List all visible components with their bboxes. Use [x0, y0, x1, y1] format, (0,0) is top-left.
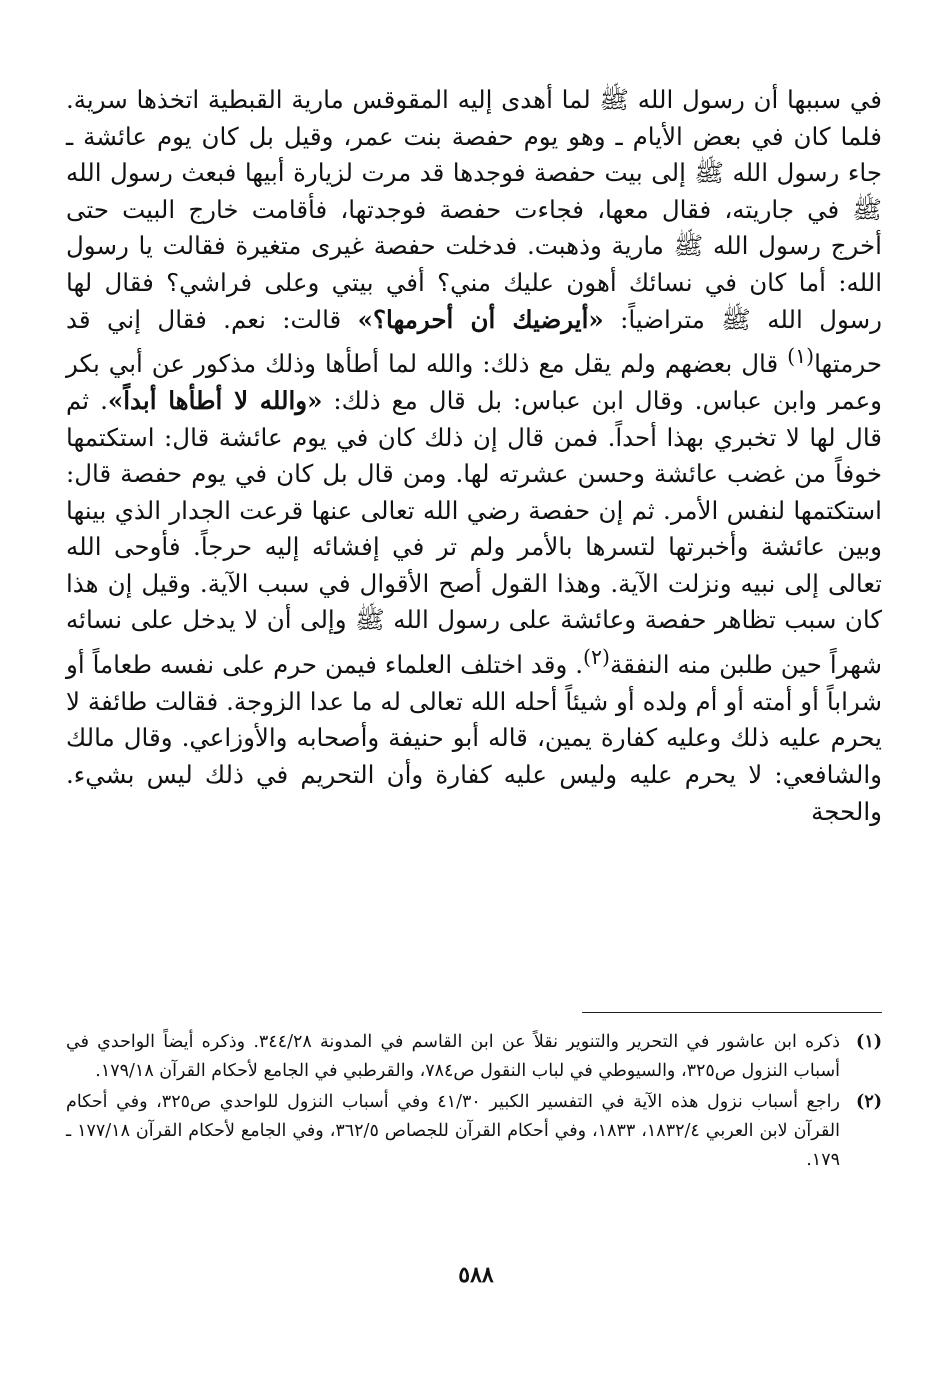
body-segment: قال بعضهم ولم يقل مع ذلك: والله لما أطأها وذلك مذكور عن أبي بكر وعمر وابن عباس. وقال ابن عباس: بل قال مع ذلك: — [66, 349, 883, 415]
footnote-1 — [66, 1028, 882, 1086]
page-number: ٥٨٨ — [458, 1262, 494, 1288]
footnotes — [66, 1028, 882, 1177]
body-segment: . ثم قال لها لا تخبري بهذا أحداً. فمن قال إن ذلك كان في يوم عائشة قال: استكتمها خوفاً من غضب عائشة وحسن عشرته لها. ومن قال بل كان في يوم حفصة قال: استكتمها لنفس الأمر. ثم إن حفصة رضي الله تعالى عنها قرعت الجدار الذي بينها وبين عائشة وأخبرتها لتسرها بالأمر ولم تر في إفشائه إليه حرجاً. فأوحى الله تعالى إلى نبيه ونزلت الآية. وهذا القول أصح الأقوال في سبب الآية. وقيل إن هذا كان سبب تظاهر حفصة وعائشة على رسول الله ﷺ وإلى أن لا يدخل على نسائه شهراً حين طلبن منه النفقة — [66, 385, 882, 680]
footnote-number: (٢) — [856, 1092, 882, 1112]
footnote-number: (١) — [856, 1032, 882, 1052]
footnote-ref-1[interactable]: (١) — [787, 344, 815, 369]
footnote-divider — [582, 1012, 882, 1013]
footnote-text: ذكره ابن عاشور في التحرير والتنوير نقلاً عن ابن القاسم في المدونة ٣٤٤/٢٨. وذكره أيضاً الواحدي في أسباب النزول ص٣٢٥، والسيوطي في لباب النقول ص٧٨٤، والقرطبي في الجامع لأحكام القرآن ١٧٩/١٨. — [66, 1032, 840, 1081]
quote-1: «أيرضيك أن أحرمها؟» — [357, 304, 604, 334]
main-text — [66, 82, 882, 830]
footnote-ref-2[interactable]: (٢) — [583, 645, 610, 670]
footnote-text: راجع أسباب نزول هذه الآية في التفسير الكبير ٤١/٣٠ وفي أسباب النزول للواحدي ص٣٢٥، وفي أحكام القرآن لابن العربي ١٨٣٢/٤، ١٨٣٣، وفي أحكام القرآن للجصاص ٣٦٢/٥، وفي الجامع لأحكام القرآن ١٧٧/١٨ ـ ١٧٩. — [66, 1092, 840, 1170]
body-segment: قالت: نعم. فقال إني قد حرمتها — [66, 304, 882, 379]
quote-2: «والله لا أطأها أبداً» — [107, 385, 323, 415]
body-segment: في سببها أن رسول الله ﷺ لما أهدى إليه المقوقس مارية القبطية اتخذها سرية. فلما كان في بعض الأيام ـ وهو يوم حفصة بنت عمر، وقيل بل كان يوم عائشة ـ جاء رسول الله ﷺ إلى بيت حفصة فوجدها قد مرت لزيارة أبيها فبعث رسول الله ﷺ في جاريته، فقال معها، فجاءت حفصة فوجدتها، فأقامت خارج البيت حتى أخرج رسول الله ﷺ مارية وذهبت. فدخلت حفصة غيرى متغيرة فقالت يا رسول الله: أما كان في نسائك أهون عليك مني؟ أفي بيتي وعلى فراشي؟ فقال لها رسول الله ﷺ متراضياً: — [66, 85, 883, 334]
footnote-2 — [66, 1088, 882, 1175]
body-segment: . وقد اختلف العلماء فيمن حرم على نفسه طعاماً أو شراباً أو أمته أو أم ولده أو شيئاً أحله الله تعالى له ما عدا الزوجة. فقالت طائفة لا يحرم عليه ذلك وعليه كفارة يمين، قاله أبو حنيفة وأصحابه والأوزاعي. وقال مالك والشافعي: لا يحرم عليه وليس عليه كفارة وأن التحريم في ذلك ليس بشيء. والحجة — [66, 650, 882, 826]
